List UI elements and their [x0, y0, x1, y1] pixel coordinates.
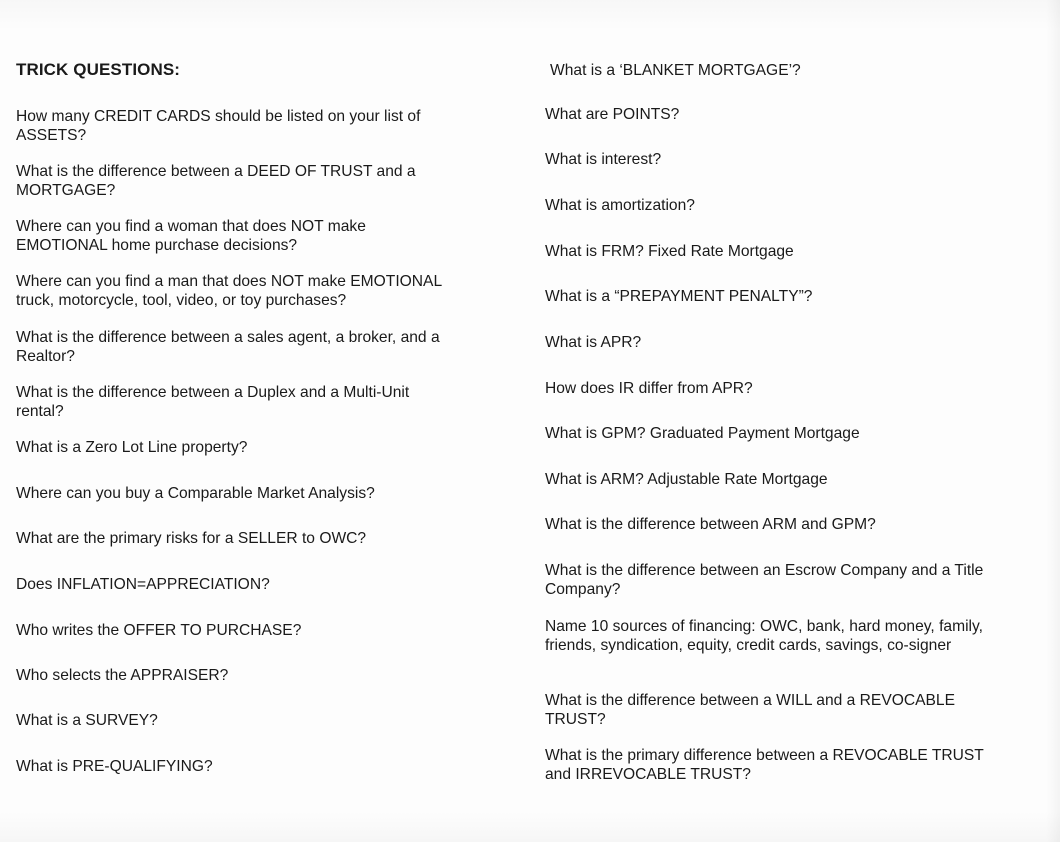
- question-item: Where can you find a man that does NOT make EMOTIONAL truck, motorcycle, tool, video, or toy purchases?: [16, 273, 443, 309]
- question-item: What is the difference between a DEED OF TRUST and a MORTGAGE?: [16, 163, 416, 199]
- question-item: How many CREDIT CARDS should be listed on your list of ASSETS?: [16, 108, 421, 144]
- question-item: What is a “PREPAYMENT PENALTY”?: [545, 288, 813, 305]
- question-item: What is APR?: [545, 334, 642, 351]
- question-item: Where can you find a woman that does NOT make EMOTIONAL home purchase decisions?: [16, 218, 366, 254]
- question-item: What is PRE-QUALIFYING?: [16, 758, 213, 775]
- question-item: What is the difference between a WILL and a REVOCABLE TRUST?: [545, 692, 955, 728]
- question-item: What is the difference between an Escrow Company and a Title Company?: [545, 562, 984, 598]
- question-item: What are the primary risks for a SELLER to OWC?: [16, 530, 367, 547]
- question-item: What is the difference between ARM and GPM?: [545, 516, 876, 533]
- scan-shadow-edge: [1046, 0, 1060, 842]
- question-item: Does INFLATION=APPRECIATION?: [16, 576, 270, 593]
- question-item: What is a Zero Lot Line property?: [16, 439, 248, 456]
- question-item: What is interest?: [545, 151, 662, 168]
- page-title: TRICK QUESTIONS:: [16, 60, 181, 79]
- question-item: What is a ‘BLANKET MORTGAGE’?: [550, 62, 801, 79]
- question-item: What is amortization?: [545, 197, 695, 214]
- question-item: What is GPM? Graduated Payment Mortgage: [545, 425, 860, 442]
- question-item: What is FRM? Fixed Rate Mortgage: [545, 243, 794, 260]
- question-item: Where can you buy a Comparable Market Analysis?: [16, 485, 375, 502]
- question-item: What is a SURVEY?: [16, 712, 158, 729]
- question-item: What is the difference between a Duplex and a Multi-Unit rental?: [16, 384, 410, 420]
- question-item: How does IR differ from APR?: [545, 380, 753, 397]
- question-item: What is the primary difference between a REVOCABLE TRUST and IRREVOCABLE TRUST?: [545, 747, 984, 783]
- question-item: Who writes the OFFER TO PURCHASE?: [16, 622, 302, 639]
- question-item: Who selects the APPRAISER?: [16, 667, 229, 684]
- question-item: Name 10 sources of financing: OWC, bank, hard money, family, friends, syndication, equity, credit cards, savings, co-signer: [545, 618, 983, 654]
- question-item: What is the difference between a sales agent, a broker, and a Realtor?: [16, 329, 440, 365]
- question-item: What is ARM? Adjustable Rate Mortgage: [545, 471, 828, 488]
- question-item: What are POINTS?: [545, 106, 680, 123]
